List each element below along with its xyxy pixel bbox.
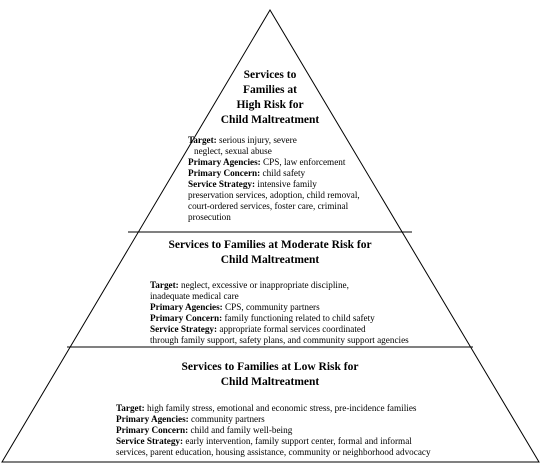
detail-line: Target: serious injury, severe	[188, 135, 297, 145]
detail-line: court-ordered services, foster care, criminal	[188, 201, 349, 211]
detail-line: Service Strategy: intensive family	[188, 179, 317, 189]
detail-line: Primary Concern: child and family well-being	[116, 425, 293, 435]
detail-line: Primary Agencies: CPS, community partners	[150, 302, 320, 312]
tier-high-risk-title: Services to Families at High Risk for Child Maltreatment	[220, 69, 320, 126]
detail-line: Primary Concern: family functioning related to child safety	[150, 313, 375, 323]
detail-line: Service Strategy: appropriate formal services coordinated	[150, 324, 366, 334]
detail-line: inadequate medical care	[150, 291, 239, 301]
tier-moderate-risk-details	[150, 280, 409, 346]
detail-line: Target: neglect, excessive or inappropriate discipline,	[150, 280, 349, 290]
detail-line: preservation services, adoption, child removal,	[188, 190, 360, 200]
tier-low-risk-title: Services to Families at Low Risk for Child Maltreatment	[181, 361, 359, 388]
detail-line: neglect, sexual abuse	[194, 146, 272, 156]
detail-line: through family support, safety plans, and community support agencies	[150, 335, 409, 345]
detail-line: Target: high family stress, emotional and economic stress, pre-incidence families	[116, 403, 417, 413]
detail-line: services, parent education, housing assistance, community or neighborhood advocacy	[116, 447, 431, 457]
detail-line: Primary Agencies: CPS, law enforcement	[188, 157, 346, 167]
tier-high-risk-details	[188, 135, 360, 223]
tier-moderate-risk-title: Services to Families at Moderate Risk for Child Maltreatment	[168, 239, 372, 266]
tier-low-risk-details	[116, 403, 431, 458]
detail-line: Primary Agencies: community partners	[116, 414, 265, 424]
detail-line: prosecution	[188, 212, 231, 222]
detail-line: Primary Concern: child safety	[188, 168, 306, 178]
detail-line: Service Strategy: early intervention, family support center, formal and informal	[116, 436, 412, 446]
